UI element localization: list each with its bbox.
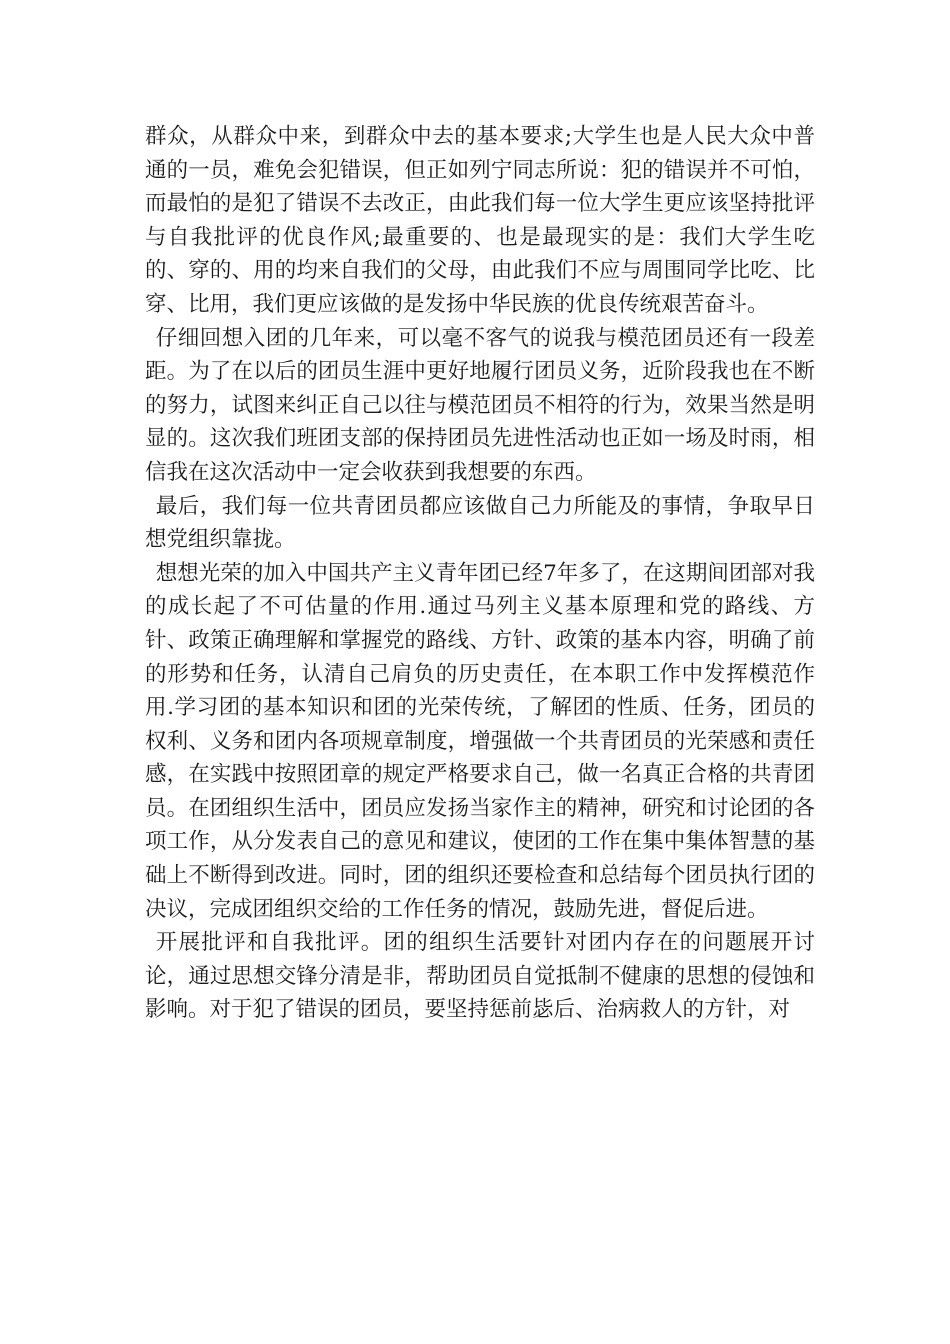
paragraph-2: 仔细回想入团的几年来，可以毫不客气的说我与模范团员还有一段差距。为了在以后的团员生涯中更好地履行团员义务，近阶段我也在不断的努力，试图来纠正自己以往与模范团员不相符的行为，效果当然是明显的。这次我们班团支部的保持团员先进性活动也正如一场及时雨，相信我在这次活动中一定会收获到我想要的东西。 bbox=[145, 325, 815, 485]
document-body bbox=[145, 120, 815, 1027]
paragraph-4: 想想光荣的加入中国共产主义青年团已经7年多了，在这期间团部对我的成长起了不可估量的作用.通过马列主义基本原理和党的路线、方针、政策正确理解和掌握党的路线、方针、政策的基本内容，明确了前的形势和任务，认清自己肩负的历史责任，在本职工作中发挥模范作用.学习团的基本知识和团的光荣传统，了解团的性质、任务，团员的权利、义务和团内各项规章制度，增强做一个共青团员的光荣感和责任感，在实践中按照团章的规定严格要求自己，做一名真正合格的共青团员。在团组织生活中，团员应发扬当家作主的精神，研究和讨论团的各项工作，从分发表自己的意见和建议，使团的工作在集中集体智慧的基础上不断得到改进。同时，团的组织还要检查和总结每个团员执行团的决议，完成团组织交给的工作任务的情况，鼓励先进，督促后进。 bbox=[145, 560, 815, 922]
paragraph-5: 开展批评和自我批评。团的组织生活要针对团内存在的问题展开讨论，通过思想交锋分清是非，帮助团员自觉抵制不健康的思想的侵蚀和影响。对于犯了错误的团员，要坚持惩前毖后、治病救人的方针，对 bbox=[145, 930, 815, 1023]
paragraph-3: 最后，我们每一位共青团员都应该做自己力所能及的事情，争取早日想党组织靠拢。 bbox=[145, 493, 815, 553]
paragraph-1: 群众，从群众中来，到群众中去的基本要求;大学生也是人民大众中普通的一员，难免会犯错误，但正如列宁同志所说：犯的错误并不可怕，而最怕的是犯了错误不去改正，由此我们每一位大学生更应该坚持批评与自我批评的优良作风;最重要的、也是最现实的是：我们大学生吃的、穿的、用的均来自我们的父母，由此我们不应与周围同学比吃、比穿、比用，我们更应该做的是发扬中华民族的优良传统艰苦奋斗。 bbox=[145, 124, 815, 317]
